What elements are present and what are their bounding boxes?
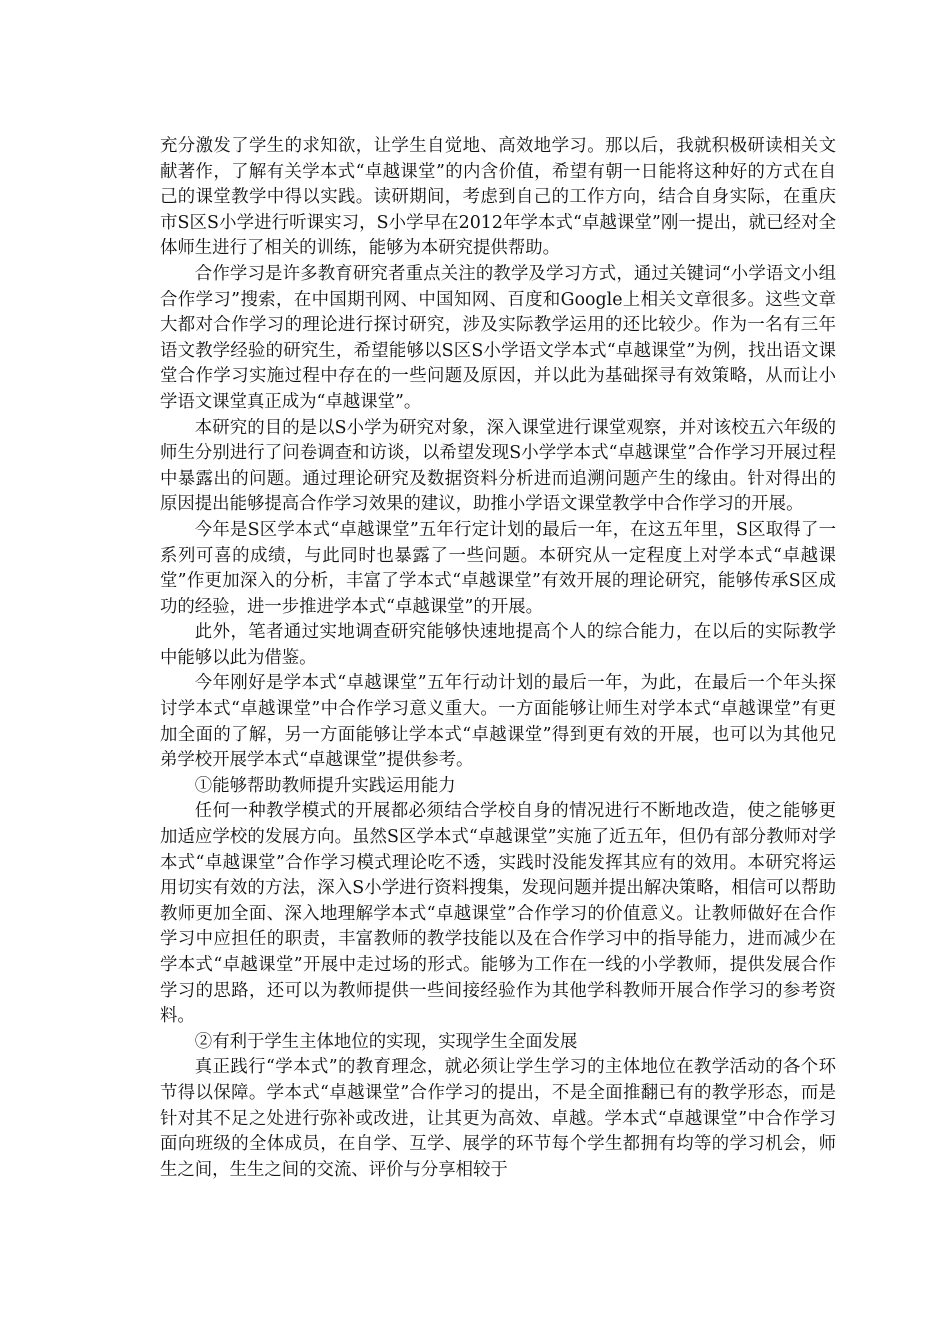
document-body <box>160 134 836 1183</box>
paragraph-5: 此外，笔者通过实地调查研究能够快速地提高个人的综合能力，在以后的实际教学中能够以此为借鉴。 <box>160 622 836 668</box>
section-heading-2: ②有利于学生主体地位的实现，实现学生全面发展 <box>194 1031 578 1052</box>
paragraph-1: 充分激发了学生的求知欲，让学生自觉地、高效地学习。那以后，我就积极研读相关文献著作，了解有关学本式“卓越课堂”的内含价值，希望有朝一日能将这种好的方式在自己的课堂教学中得以实践。读研期间，考虑到自己的工作方向，结合自身实际，在重庆市S区S小学进行听课实习，S小学早在2012年学本式“卓越课堂”刚一提出，就已经对全体师生进行了相关的训练，能够为本研究提供帮助。 <box>160 136 836 259</box>
paragraph-8: 真正践行“学本式”的教育理念，就必须让学生学习的主体地位在教学活动的各个环节得以保障。学本式“卓越课堂”合作学习的提出，不是全面推翻已有的教学形态，而是针对其不足之处进行弥补或改进，让其更为高效、卓越。学本式“卓越课堂”中合作学习面向班级的全体成员，在自学、互学、展学的环节每个学生都拥有均等的学习机会，师生之间，生生之间的交流、评价与分享相较于 <box>160 1057 836 1180</box>
paragraph-3: 本研究的目的是以S小学为研究对象，深入课堂进行课堂观察，并对该校五六年级的师生分别进行了问卷调查和访谈，以希望发现S小学学本式“卓越课堂”合作学习开展过程中暴露出的问题。通过理论研究及数据资料分析进而追溯问题产生的缘由。针对得出的原因提出能够提高合作学习效果的建议，助推小学语文课堂教学中合作学习的开展。 <box>160 417 836 515</box>
paragraph-2: 合作学习是许多教育研究者重点关注的教学及学习方式，通过关键词“小学语文小组合作学习”搜索，在中国期刊网、中国知网、百度和Google上相关文章很多。这些文章大都对合作学习的理论进行探讨研究，涉及实际教学运用的还比较少。作为一名有三年语文教学经验的研究生，希望能够以S区S小学语文学本式“卓越课堂”为例，找出语文课堂合作学习实施过程中存在的一些问题及原因，并以此为基础探寻有效策略，从而让小学语文课堂真正成为“卓越课堂”。 <box>160 263 836 412</box>
paragraph-4: 今年是S区学本式“卓越课堂”五年行定计划的最后一年，在这五年里，S区取得了一系列可喜的成绩，与此同时也暴露了一些问题。本研究从一定程度上对学本式“卓越课堂”作更加深入的分析，丰富了学本式“卓越课堂”有效开展的理论研究，能够传承S区成功的经验，进一步推进学本式“卓越课堂”的开展。 <box>160 519 836 617</box>
paragraph-7: 任何一种教学模式的开展都必须结合学校自身的情况进行不断地改造，使之能够更加适应学校的发展方向。虽然S区学本式“卓越课堂”实施了近五年，但仍有部分教师对学本式“卓越课堂”合作学习模式理论吃不透，实践时没能发挥其应有的效用。本研究将运用切实有效的方法，深入S小学进行资料搜集，发现问题并提出解决策略，相信可以帮助教师更加全面、深入地理解学本式“卓越课堂”合作学习的价值意义。让教师做好在合作学习中应担任的职责，丰富教师的教学技能以及在合作学习中的指导能力，进而减少在学本式“卓越课堂”开展中走过场的形式。能够为工作在一线的小学教师，提供发展合作学习的思路，还可以为教师提供一些间接经验作为其他学科教师开展合作学习的参考资料。 <box>160 801 836 1027</box>
paragraph-6: 今年刚好是学本式“卓越课堂”五年行动计划的最后一年，为此，在最后一个年头探讨学本式“卓越课堂”中合作学习意义重大。一方面能够让师生对学本式“卓越课堂”有更加全面的了解，另一方面能够让学本式“卓越课堂”得到更有效的开展，也可以为其他兄弟学校开展学本式“卓越课堂”提供参考。 <box>160 673 836 771</box>
section-heading-1: ①能够帮助教师提升实践运用能力 <box>194 775 456 796</box>
